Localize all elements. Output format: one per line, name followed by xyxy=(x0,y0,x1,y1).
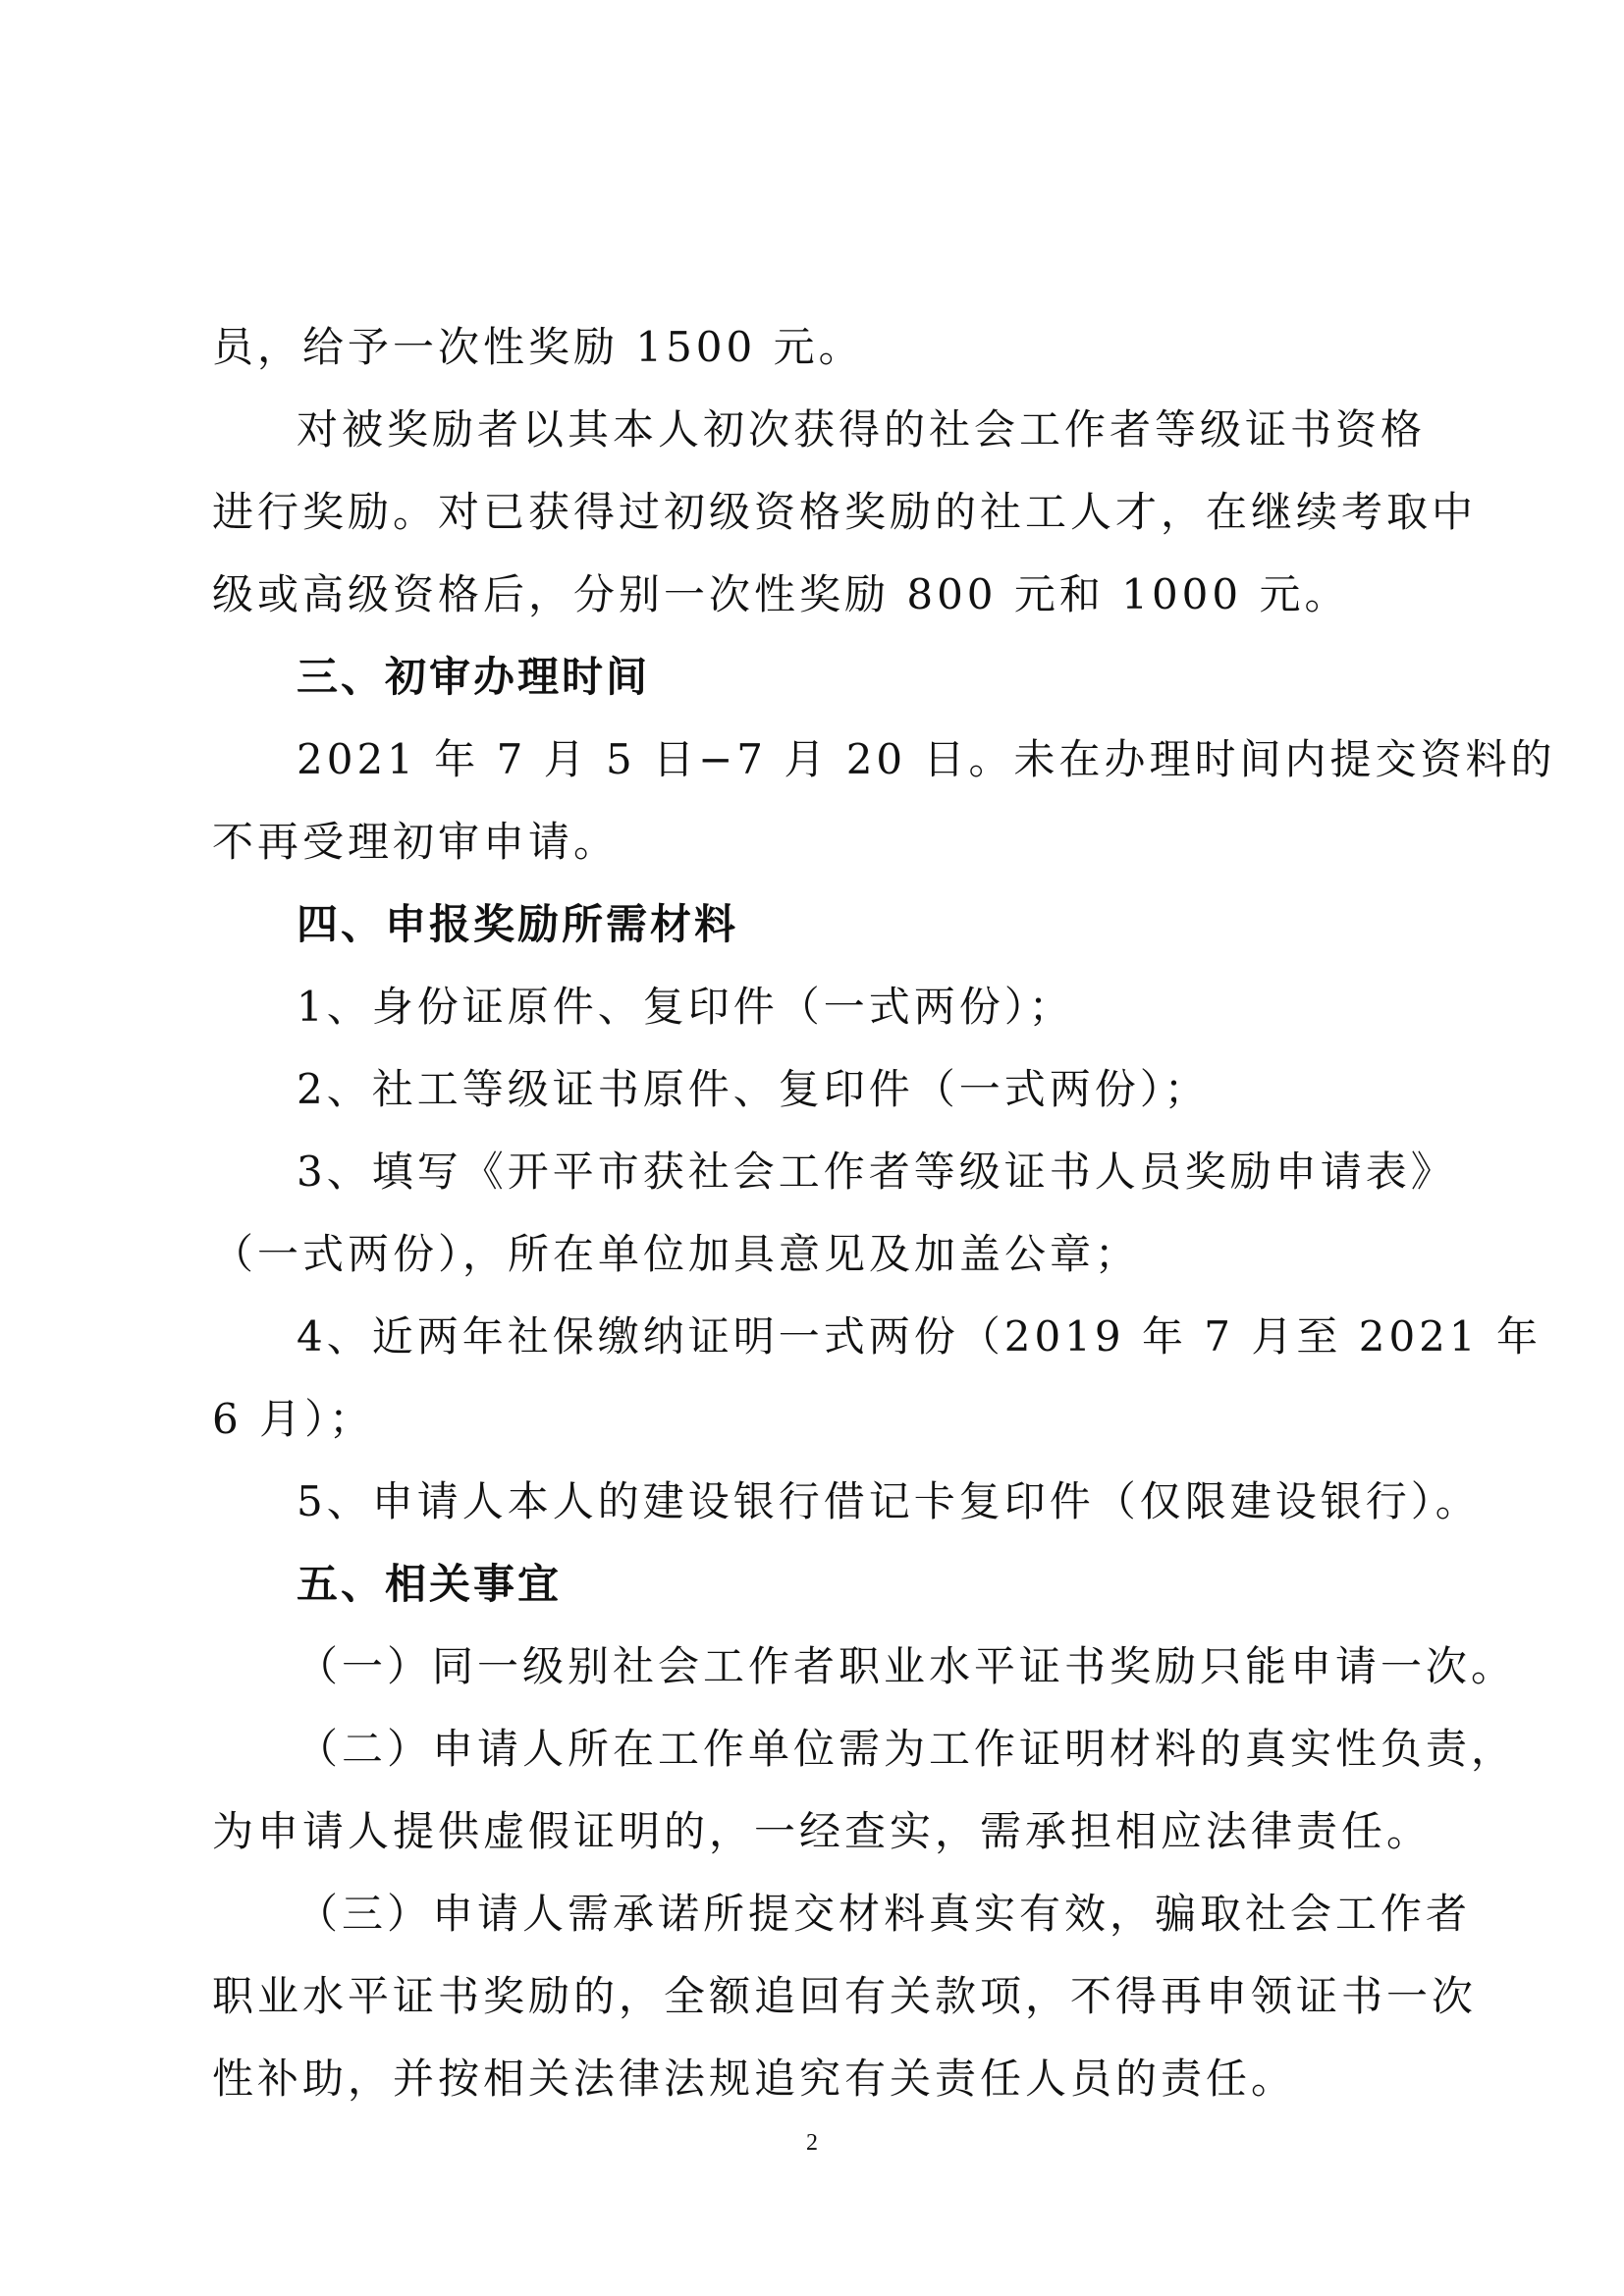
paragraph-line: 1、身份证原件、复印件（一式两份）； xyxy=(297,983,1074,1031)
paragraph-line: 员，给予一次性奖励 1500 元。 xyxy=(212,323,864,371)
paragraph-line: （一）同一级别社会工作者职业水平证书奖励只能申请一次。 xyxy=(297,1642,1517,1690)
paragraph-line: （一式两份），所在单位加具意见及加盖公章； xyxy=(212,1230,1141,1278)
paragraph-line: 3、填写《开平市获社会工作者等级证书人员奖励申请表》 xyxy=(297,1148,1456,1196)
document-body xyxy=(212,306,1556,2120)
paragraph-line: （二）申请人所在工作单位需为工作证明材料的真实性负责， xyxy=(297,1725,1517,1773)
paragraph-line: 级或高级资格后，分别一次性奖励 800 元和 1000 元。 xyxy=(212,570,1350,618)
page-number: 2 xyxy=(806,2130,818,2156)
paragraph-line: 对被奖励者以其本人初次获得的社会工作者等级证书资格 xyxy=(297,405,1427,454)
paragraph-line: 2、社工等级证书原件、复印件（一式两份）； xyxy=(297,1065,1210,1113)
paragraph-line: 职业水平证书奖励的，全额追回有关款项，不得再申领证书一次 xyxy=(212,1972,1478,2020)
section-heading: 五、相关事宜 xyxy=(297,1560,563,1608)
paragraph-line: （三）申请人需承诺所提交材料真实有效，骗取社会工作者 xyxy=(297,1890,1472,1938)
paragraph-line: 5、申请人本人的建设银行借记卡复印件（仅限建设银行）。 xyxy=(297,1477,1481,1525)
section-heading: 三、初审办理时间 xyxy=(297,653,651,701)
section-heading: 四、申报奖励所需材料 xyxy=(297,900,739,948)
paragraph-line: 进行奖励。对已获得过初级资格奖励的社工人才，在继续考取中 xyxy=(212,488,1478,536)
paragraph-line: 不再受理初审申请。 xyxy=(212,818,620,866)
paragraph-line: 为申请人提供虚假证明的，一经查实，需承担相应法律责任。 xyxy=(212,1807,1433,1855)
paragraph-line: 2021 年 7 月 5 日−7 月 20 日。未在办理时间内提交资料的 xyxy=(297,735,1556,783)
paragraph-line: 性补助，并按相关法律法规追究有关责任人员的责任。 xyxy=(212,2055,1297,2103)
paragraph-line: 4、近两年社保缴纳证明一式两份（2019 年 7 月至 2021 年 xyxy=(297,1312,1542,1361)
paragraph-line: 6 月）； xyxy=(212,1395,375,1443)
